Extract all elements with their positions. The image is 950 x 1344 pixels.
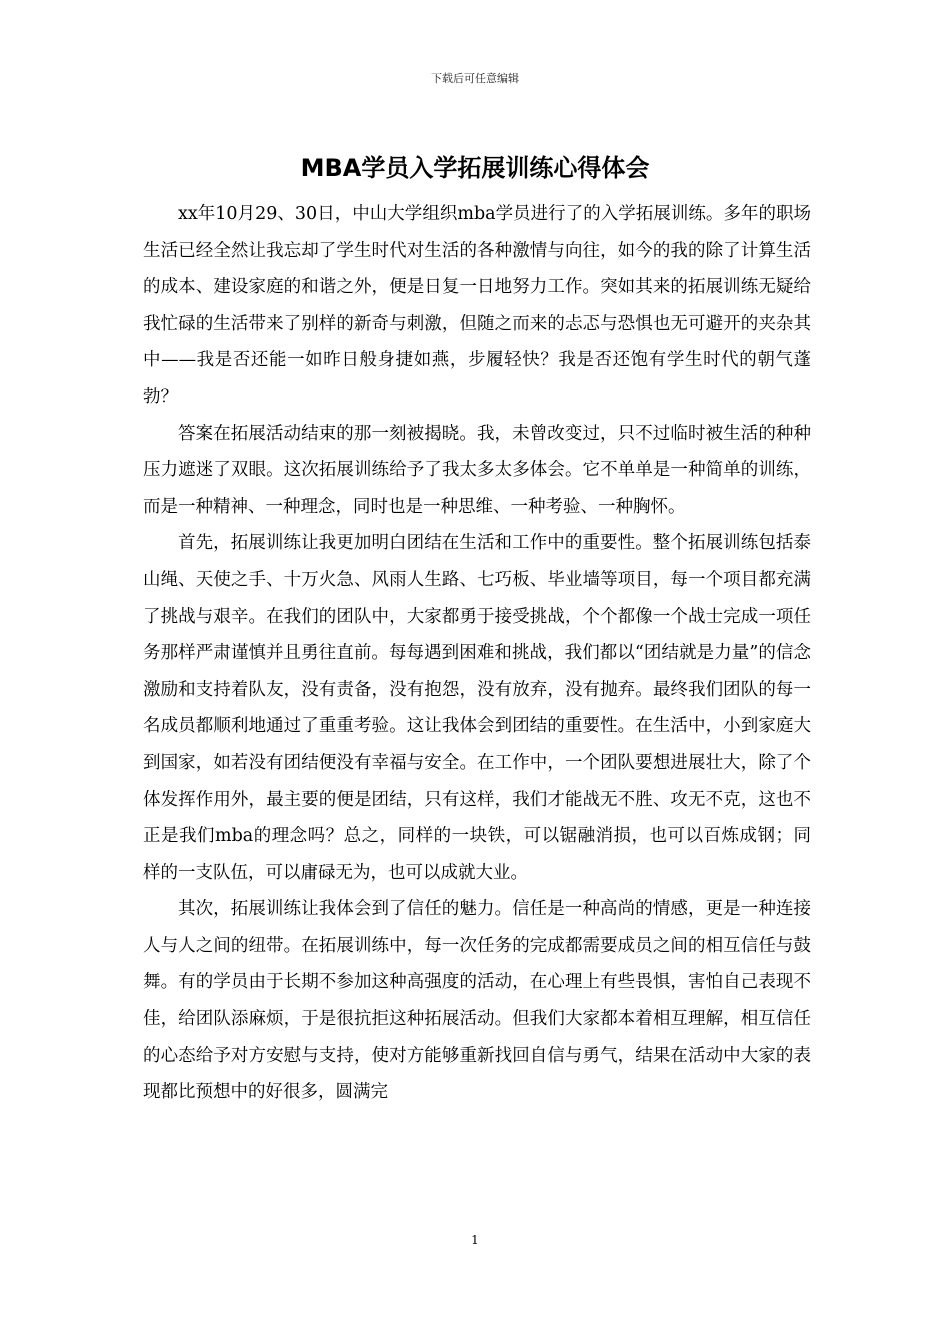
document-body	[143, 196, 811, 1111]
page-number: 1	[471, 1233, 479, 1247]
document-title: MBA学员入学拓展训练心得体会	[300, 154, 650, 182]
paragraph: 首先，拓展训练让我更加明白团结在生活和工作中的重要性。整个拓展训练包括泰山绳、天使之手、十万火急、风雨人生路、七巧板、毕业墙等项目，每一个项目都充满了挑战与艰辛。在我们的团队中，大家都勇于接受挑战，个个都像一个战士完成一项任务那样严肃谨慎并且勇往直前。每每遇到困难和挑战，我们都以“团结就是力量”的信念激励和支持着队友，没有责备，没有抱怨，没有放弃，没有抛弃。最终我们团队的每一名成员都顺利地通过了重重考验。这让我体会到团结的重要性。在生活中，小到家庭大到国家，如若没有团结便没有幸福与安全。在工作中，一个团队要想进展壮大，除了个体发挥作用外，最主要的便是团结，只有这样，我们才能战无不胜、攻无不克，这也不正是我们mba的理念吗？总之，同样的一块铁，可以锯融消损，也可以百炼成钢；同样的一支队伍，可以庸碌无为，也可以成就大业。	[143, 533, 811, 883]
header-note: 下载后可任意编辑	[431, 72, 519, 85]
paragraph: 其次，拓展训练让我体会到了信任的魅力。信任是一种高尚的情感，更是一种连接人与人之间的纽带。在拓展训练中，每一次任务的完成都需要成员之间的相互信任与鼓舞。有的学员由于长期不参加这种高强度的活动，在心理上有些畏惧，害怕自己表现不佳，给团队添麻烦，于是很抗拒这种拓展活动。但我们大家都本着相互理解，相互信任的心态给予对方安慰与支持，使对方能够重新找回自信与勇气，结果在活动中大家的表现都比预想中的好很多，圆满完	[143, 899, 811, 1103]
paragraph: 答案在拓展活动结束的那一刻被揭晓。我，未曾改变过，只不过临时被生活的种种压力遮迷了双眼。这次拓展训练给予了我太多太多体会。它不单单是一种简单的训练，而是一种精神、一种理念，同时也是一种思维、一种考验、一种胸怀。	[143, 423, 811, 517]
paragraph: xx年10月29、30日，中山大学组织mba学员进行了的入学拓展训练。多年的职场生活已经全然让我忘却了学生时代对生活的各种激情与向往，如今的我的除了计算生活的成本、建设家庭的和谐之外，便是日复一日地努力工作。突如其来的拓展训练无疑给我忙碌的生活带来了别样的新奇与刺激，但随之而来的忐忑与恐惧也无可避开的夹杂其中——我是否还能一如昨日般身捷如燕，步履轻快？我是否还饱有学生时代的朝气蓬勃？	[143, 204, 811, 407]
